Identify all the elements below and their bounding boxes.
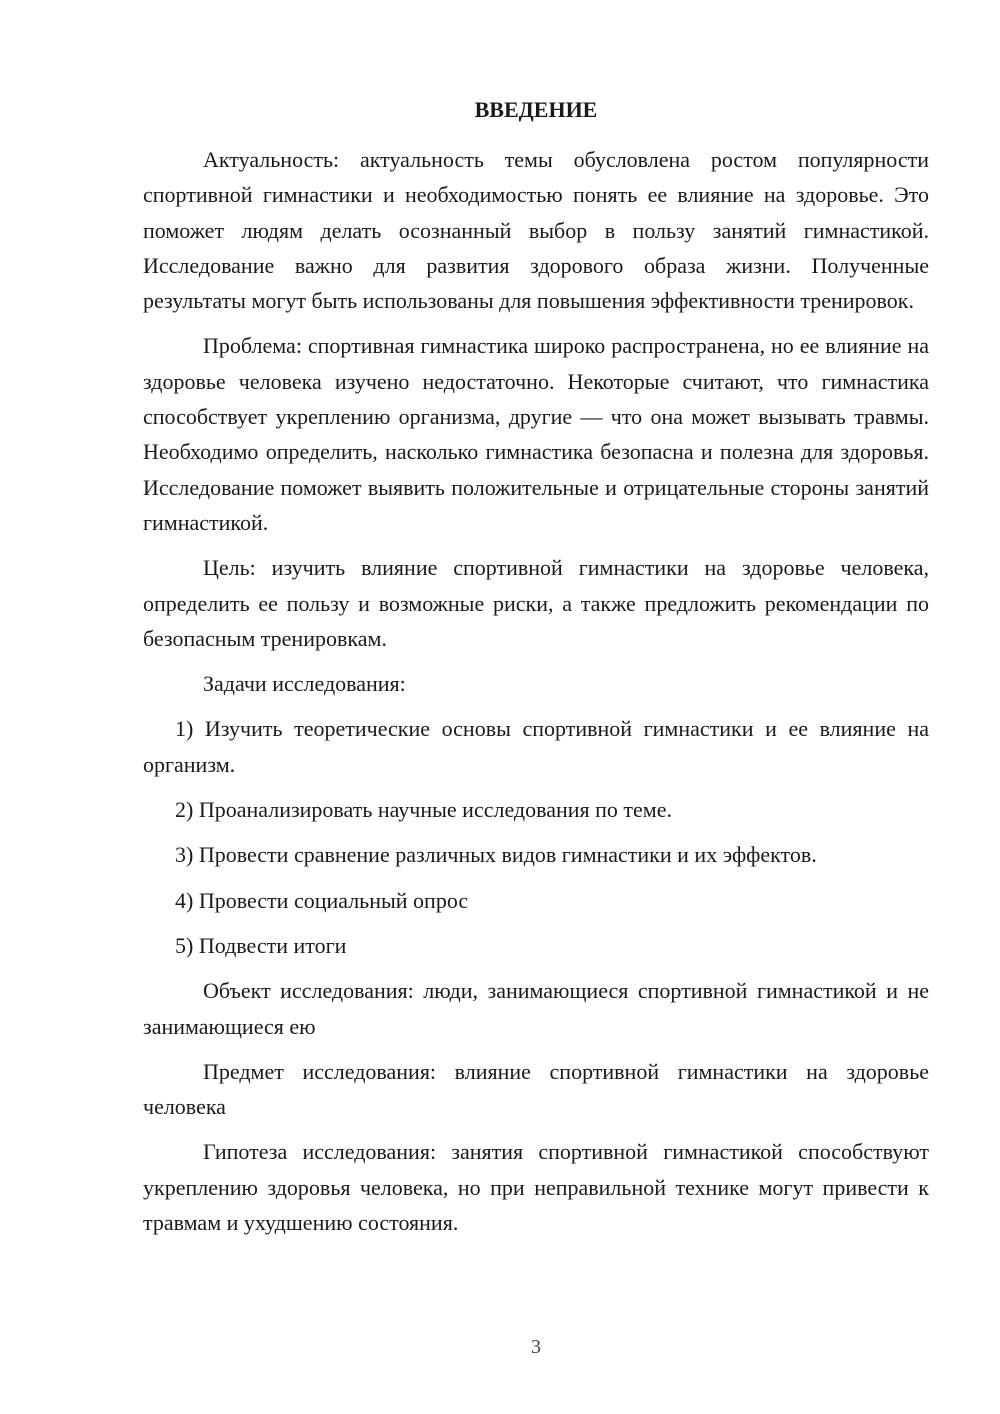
paragraph-relevance: Актуальность: актуальность темы обусловлена ростом популярности спортивной гимнастики и необходимостью понять ее влияние на здоровье. Это поможет людям делать осознанный выбор в пользу занятий гимнастикой. Исследование важно для развития здорового образа жизни. Полученные результаты могут быть использованы для повышения эффективности тренировок. — [143, 147, 929, 314]
paragraph-tasks-heading: Задачи исследования: — [203, 671, 406, 697]
paragraph-object: Объект исследования: люди, занимающиеся спортивной гимнастикой и не занимающиеся ею — [143, 978, 929, 1039]
task-item-1: 1) Изучить теоретические основы спортивной гимнастики и ее влияние на организм. — [143, 716, 929, 777]
task-item-3: 3) Провести сравнение различных видов гимнастики и их эффектов. — [175, 842, 817, 868]
document-page — [143, 0, 929, 1414]
paragraph-problem: Проблема: спортивная гимнастика широко распространена, но ее влияние на здоровье человека изучено недостаточно. Некоторые считают, что гимнастика способствует укреплению организма, другие — что она может вызывать травмы. Необходимо определить, насколько гимнастика безопасна и полезна для здоровья. Исследование поможет выявить положительные и отрицательные стороны занятий гимнастикой. — [143, 333, 929, 535]
paragraph-hypothesis: Гипотеза исследования: занятия спортивной гимнастикой способствуют укреплению здоровья человека, но при неправильной технике могут привести к травмам и ухудшению состояния. — [143, 1139, 929, 1236]
document-body — [143, 142, 929, 1250]
page-number: 3 — [531, 1336, 541, 1358]
task-item-2: 2) Проанализировать научные исследования по теме. — [175, 797, 672, 823]
paragraph-subject: Предмет исследования: влияние спортивной гимнастики на здоровье человека — [143, 1058, 929, 1120]
task-item-4: 4) Провести социальный опрос — [175, 887, 469, 913]
section-title: ВВЕДЕНИЕ — [474, 97, 598, 122]
paragraph-goal: Цель: изучить влияние спортивной гимнастики на здоровье человека, определить ее пользу и возможные риски, а также предложить рекомендации по безопасным тренировкам. — [143, 555, 929, 651]
task-item-5: 5) Подвести итоги — [175, 932, 347, 958]
